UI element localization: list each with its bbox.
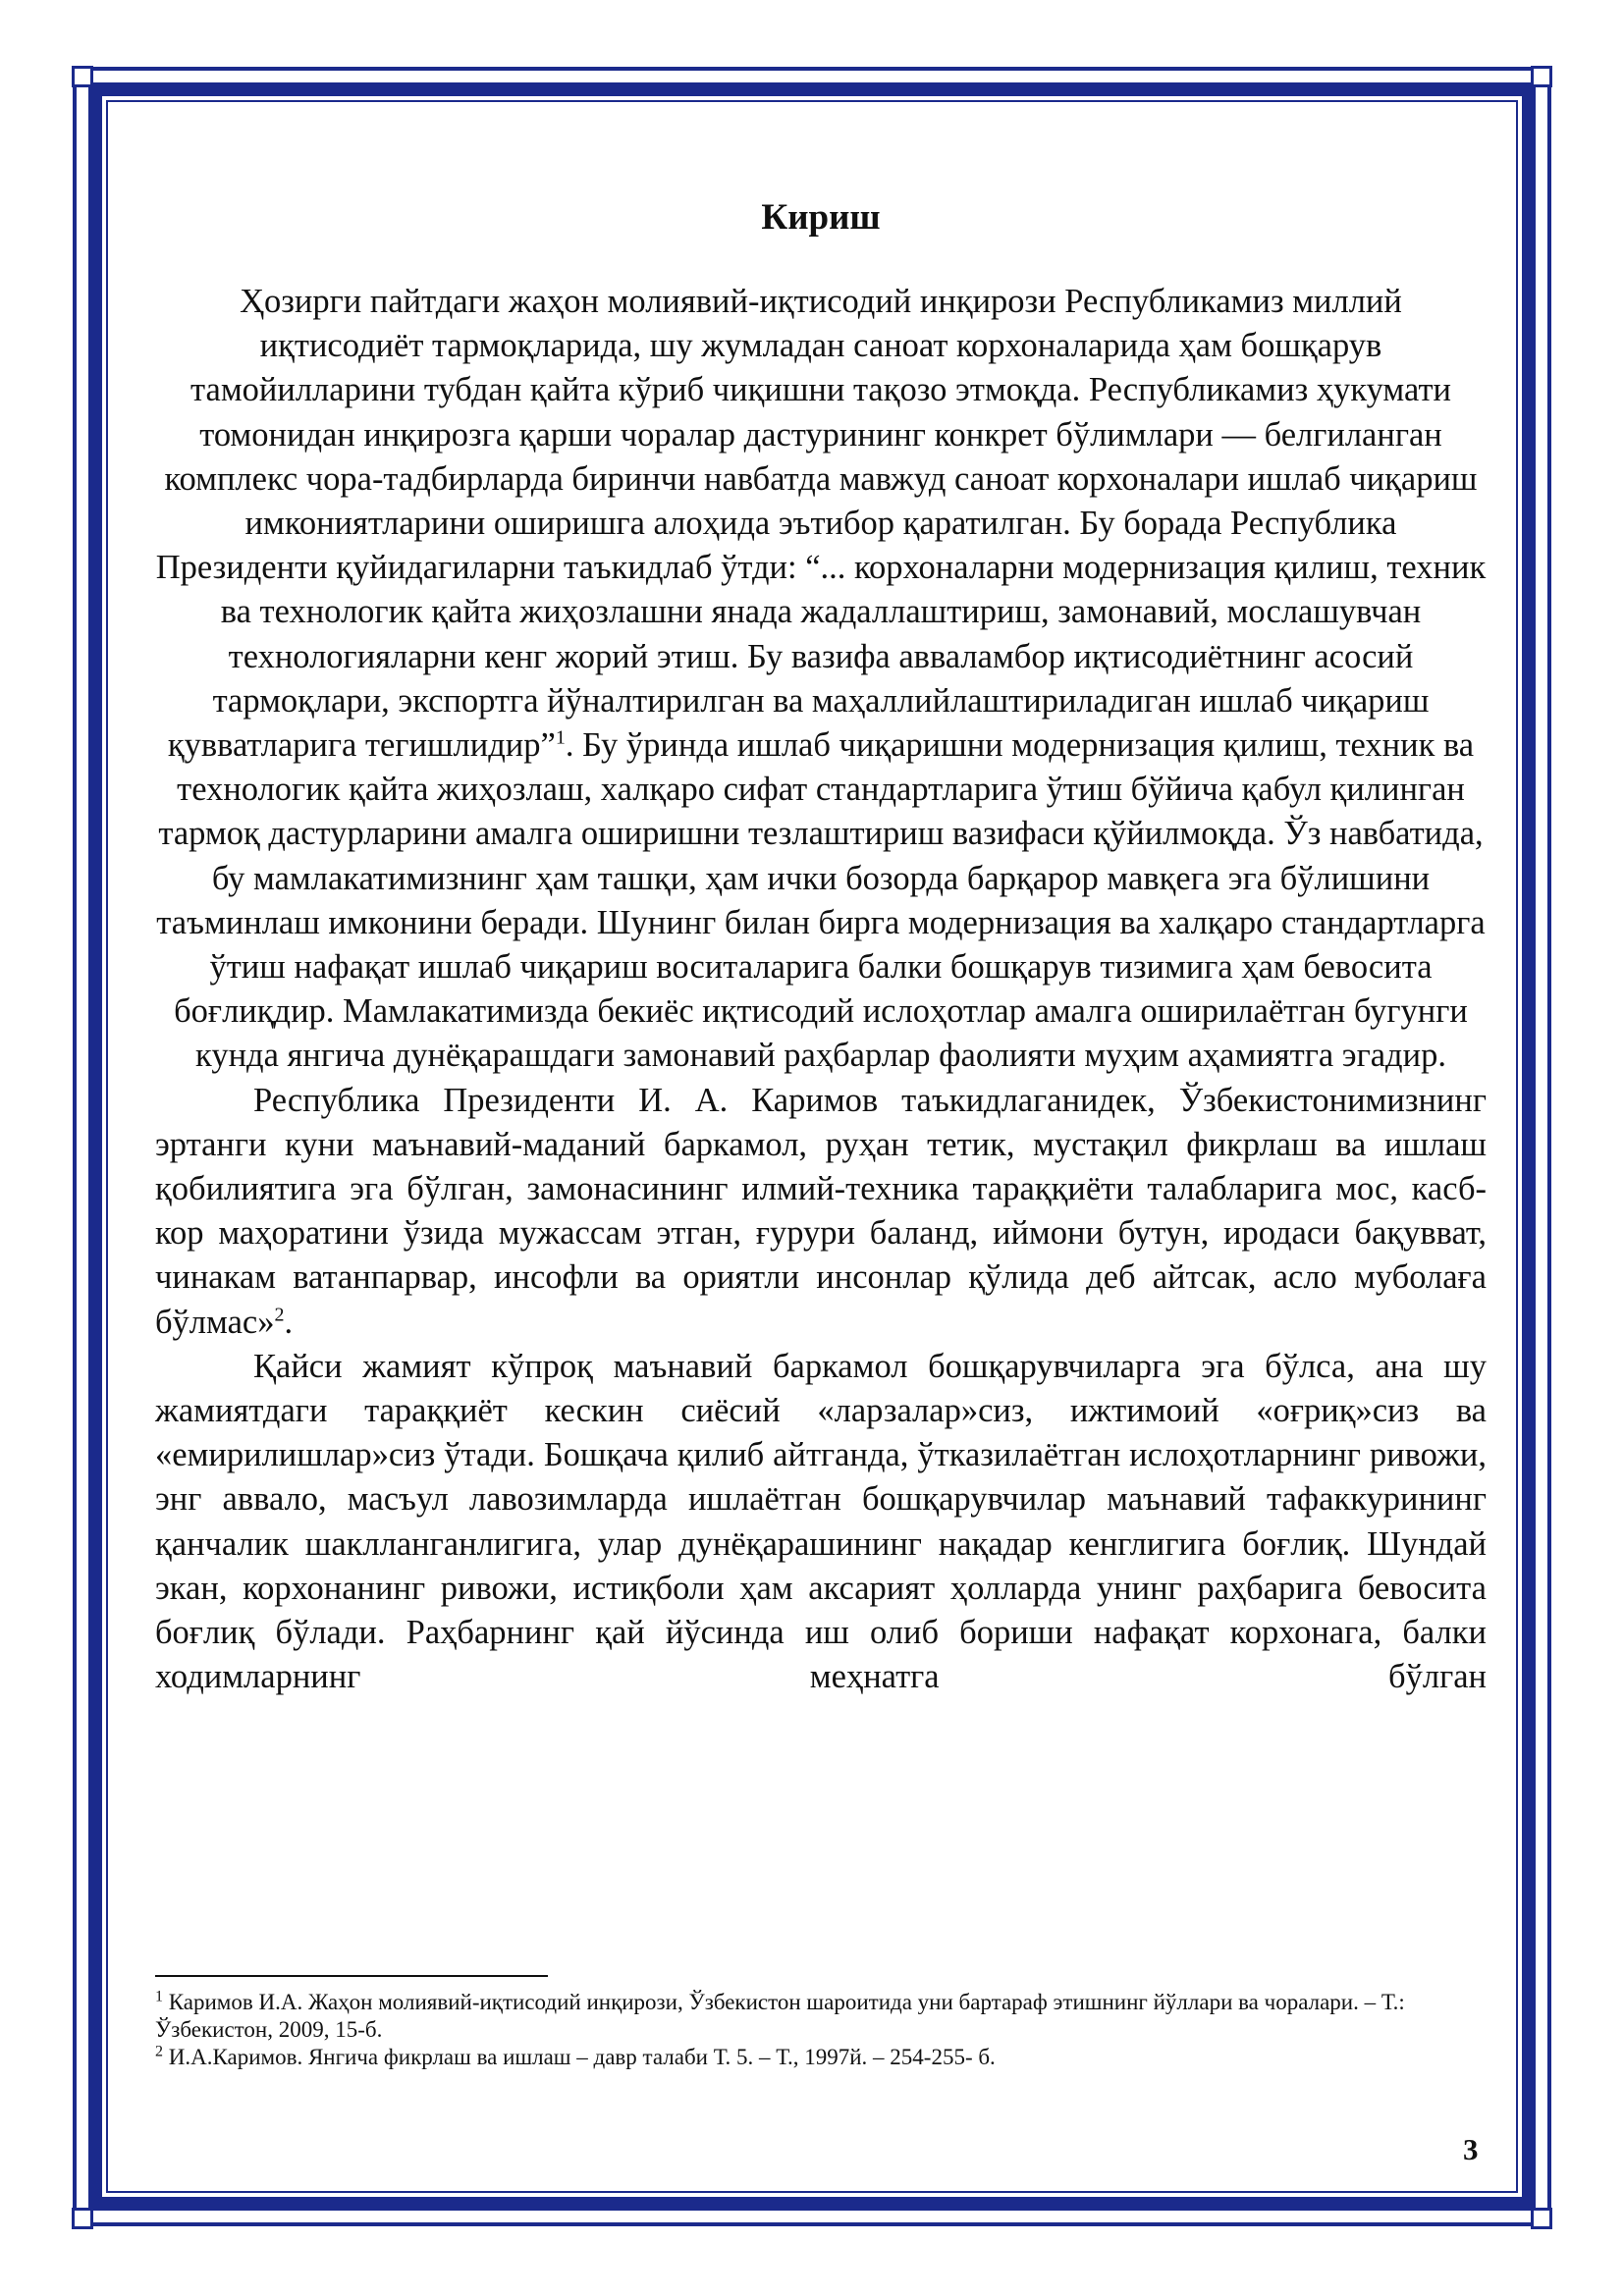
paragraph-2-text: Республика Президенти И. А. Каримов таъкидлаганидек, Ўзбекистонимизнинг эртанги куни маънавий-маданий баркамол, руҳан тетик, мустақил фикрлаш ва ишлаш қобилиятига эга бўлган, замонасининг илмий-техника тараққиёти талабларига мос, касб- кор маҳоратини ўзида мужассам этган, ғурури баланд, иймони бутун, иродаси бақувват, чинакам ватанпарвар, инсофли ва ориятли инсонлар қўлида деб айтсак, асло муболаға бўлмас» bbox=[155, 1081, 1487, 1341]
footnote-separator bbox=[155, 1975, 548, 1977]
paragraph-2-tail: . bbox=[284, 1303, 294, 1341]
intro-paragraph bbox=[155, 280, 1487, 1079]
intro-text-part1: Ҳозирги пайтдаги жаҳон молиявий-иқтисодий инқирози Республикамиз миллий иқтисодиёт тармоқларида, шу жумладан саноат корхоналарида ҳам бошқарув тамойилларини тубдан қайта кўриб чиқишни тақозо этмоқда. Республикамиз ҳукумати томонидан инқирозга қарши чоралар дастурининг конкрет бўлимлари — белгиланган комплекс чора-тадбирларда биринчи навбатда мавжуд саноат корхоналари ишлаб чиқариш имкониятларини оширишга алоҳида эътибор қаратилган. Бу борада Республика Президенти қуйидагиларни таъкидлаб ўтди: “... корхоналарни модернизация қилиш, техник ва технологик қайта жиҳозлашни янада жадаллаштириш, замонавий, мослашувчан технологияларни кенг жорий этиш. Бу вазифа авваламбор иқтисодиётнинг асосий тармоқлари, экспортга йўналтирилган ва маҳаллийлаштириладиган ишлаб чиқариш қувватларига тегишлидир” bbox=[155, 283, 1487, 765]
frame-corner-top-left bbox=[61, 55, 104, 98]
page-title: Кириш bbox=[761, 197, 881, 238]
footnote-ref-1[interactable]: 1 bbox=[555, 726, 566, 749]
body-paragraph-3: Қайси жамият кўпроқ маънавий баркамол бошқарувчиларга эга бўлса, ана шу жамиятдаги тараққиёт кескин сиёсий «ларзалар»сиз, ижтимоий «оғриқ»сиз ва «емирилишлар»сиз ўтади. Бошқача қилиб айтганда, ўтказилаётган ислоҳотларнинг ривожи, энг аввало, масъул лавозимларда ишлаётган бошқарувчилар маънавий тафаккурининг қанчалик шаклланганлигига, улар дунёқарашининг нақадар кенглигига боғлиқ. Шундай экан, корхонанинг ривожи, истиқболи ҳам аксарият ҳолларда унинг раҳбарига бевосита боғлиқ бўлади. Раҳбарнинг қай йўсинда иш олиб бориши нафақат корхонага, балки ходимларнинг меҳнатга бўлган bbox=[155, 1347, 1487, 1696]
frame-corner-bottom-left bbox=[61, 2197, 104, 2240]
frame-corner-top-right bbox=[1520, 55, 1563, 98]
footnote-ref-2[interactable]: 2 bbox=[274, 1304, 285, 1326]
footnote-text: Каримов И.А. Жаҳон молиявий-иқтисодий инқирози, Ўзбекистон шароитида уни бартараф этишнинг йўллари ва чоралари. – Т.: Ўзбекистон, 2009, 15-б. bbox=[155, 1990, 1405, 2042]
footnote-number: 2 bbox=[155, 2043, 163, 2060]
footnote-1 bbox=[155, 1989, 1432, 2044]
footnote-2 bbox=[155, 2044, 1432, 2071]
frame-corner-bottom-right bbox=[1520, 2197, 1563, 2240]
body-paragraph-2 bbox=[155, 1079, 1487, 1345]
page-content bbox=[155, 196, 1487, 1700]
footnote-text: И.А.Каримов. Янгича фикрлаш ва ишлаш – давр талаби Т. 5. – Т., 1997й. – 254-255- б. bbox=[168, 2045, 996, 2069]
footnote-number: 1 bbox=[155, 1988, 163, 2005]
footnotes bbox=[155, 1989, 1432, 2071]
page-number: 3 bbox=[1463, 2132, 1479, 2166]
intro-text-part2: . Бу ўринда ишлаб чиқаришни модернизация қилиш, техник ва технологик қайта жиҳозлаш, халқаро сифат стандартларига ўтиш бўйича қабул қилинган тармоқ дастурларини амалга оширишни тезлаштириш вазифаси қўйилмоқда. Ўз навбатида, бу мамлакатимизнинг ҳам ташқи, ҳам ички бозорда барқарор мавқега эга бўлишини таъминлаш имконини беради. Шунинг билан бирга модернизация ва халқаро стандартларга ўтиш нафақат ишлаб чиқариш воситаларига балки бошқарув тизимига ҳам бевосита боғлиқдир. Мамлакатимизда бекиёс иқтисодий ислоҳотлар амалга оширилаётган бугунги кунда янгича дунёқарашдаги замонавий раҳбарлар фаолияти муҳим аҳамиятга эгадир. bbox=[156, 726, 1486, 1075]
